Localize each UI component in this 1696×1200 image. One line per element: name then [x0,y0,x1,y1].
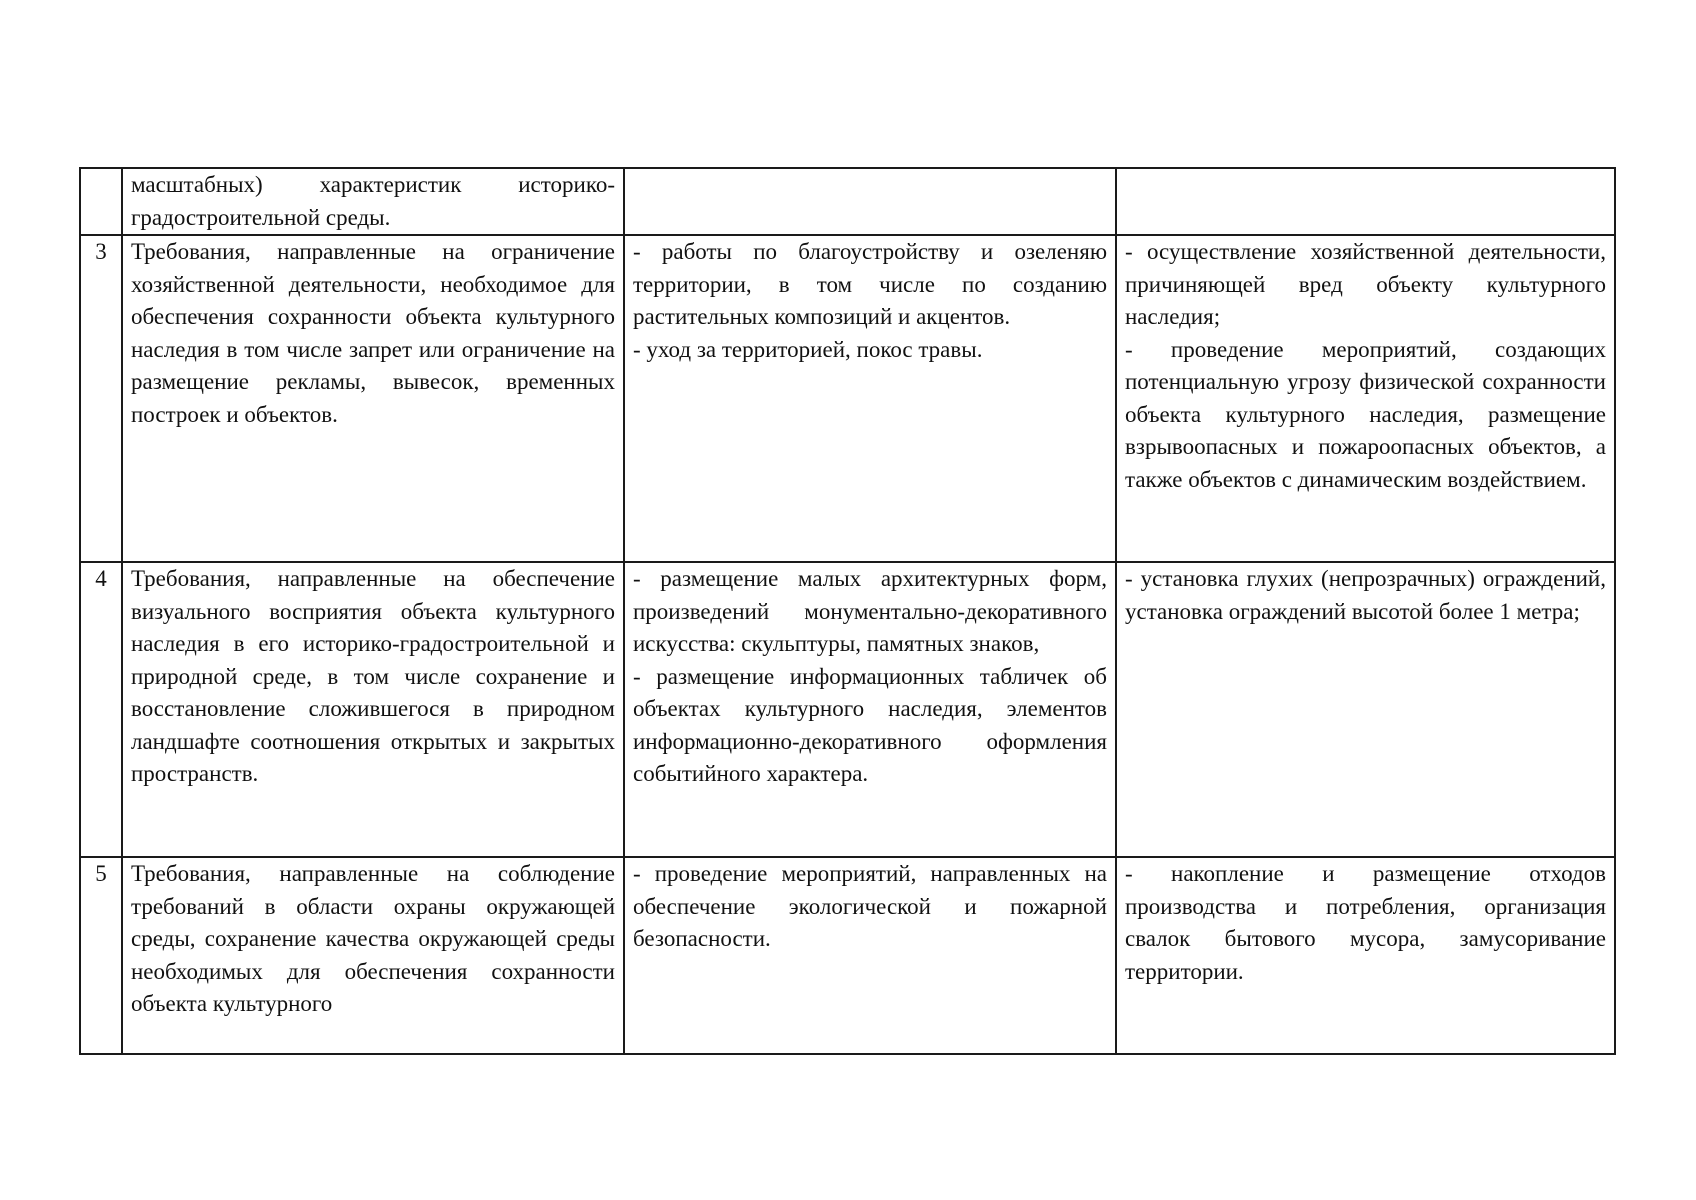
row-number: 4 [80,562,122,857]
allowed-item: - работы по благоустройству и озеленяю территории, в том числе по созданию растительных композиций и акцентов. [633,239,1107,329]
allowed-cell [624,857,1116,1054]
allowed-cell [624,235,1116,562]
requirement-cell: Требования, направленные на ограничение хозяйственной деятельности, необходимое для обеспечения сохранности объекта культурного наследия в том числе запрет или ограничение на размещение рекламы, вывесок, временных построек и объектов. [122,235,624,562]
prohibited-item: - осуществление хозяйственной деятельности, причиняющей вред объекту культурного наследия; [1125,239,1606,329]
allowed-item: - уход за территорией, покос травы. [633,336,983,362]
allowed-cell [624,168,1116,235]
row-number [80,168,122,235]
prohibited-item: - накопление и размещение отходов производства и потребления, организация свалок бытового мусора, замусоривание территории. [1125,861,1606,984]
table-row [80,562,1615,857]
table-row [80,168,1615,235]
allowed-item: - размещение малых архитектурных форм, произведений монументально-декоративного искусства: скульптуры, памятных знаков, [633,566,1107,656]
requirements-table [79,167,1616,1055]
prohibited-cell [1116,168,1615,235]
row-number: 3 [80,235,122,562]
allowed-item: - размещение информационных табличек об объектах культурного наследия, элементов информационно-декоративного оформления событийного характера. [633,663,1107,786]
prohibited-cell [1116,562,1615,857]
allowed-item: - проведение мероприятий, направленных на обеспечение экологической и пожарной безопасности. [633,861,1107,951]
prohibited-item: - установка глухих (непрозрачных) ограждений, установка ограждений высотой более 1 метра; [1125,566,1606,624]
requirement-cell: масштабных) характеристик историко-градостроительной среды. [122,168,624,235]
table-row [80,857,1615,1054]
requirement-cell: Требования, направленные на соблюдение требований в области охраны окружающей среды, сохранение качества окружающей среды необходимых для обеспечения сохранности объекта культурного [122,857,624,1054]
row-number: 5 [80,857,122,1054]
table-row [80,235,1615,562]
prohibited-cell [1116,857,1615,1054]
requirement-cell: Требования, направленные на обеспечение визуального восприятия объекта культурного наследия в его историко-градостроительной и природной среде, в том числе сохранение и восстановление сложившегося в природном ландшафте соотношения открытых и закрытых пространств. [122,562,624,857]
prohibited-item: - проведение мероприятий, создающих потенциальную угрозу физической сохранности объекта культурного наследия, размещение взрывоопасных и пожароопасных объектов, а также объектов с динамическим воздействием. [1125,336,1606,492]
prohibited-cell [1116,235,1615,562]
allowed-cell [624,562,1116,857]
